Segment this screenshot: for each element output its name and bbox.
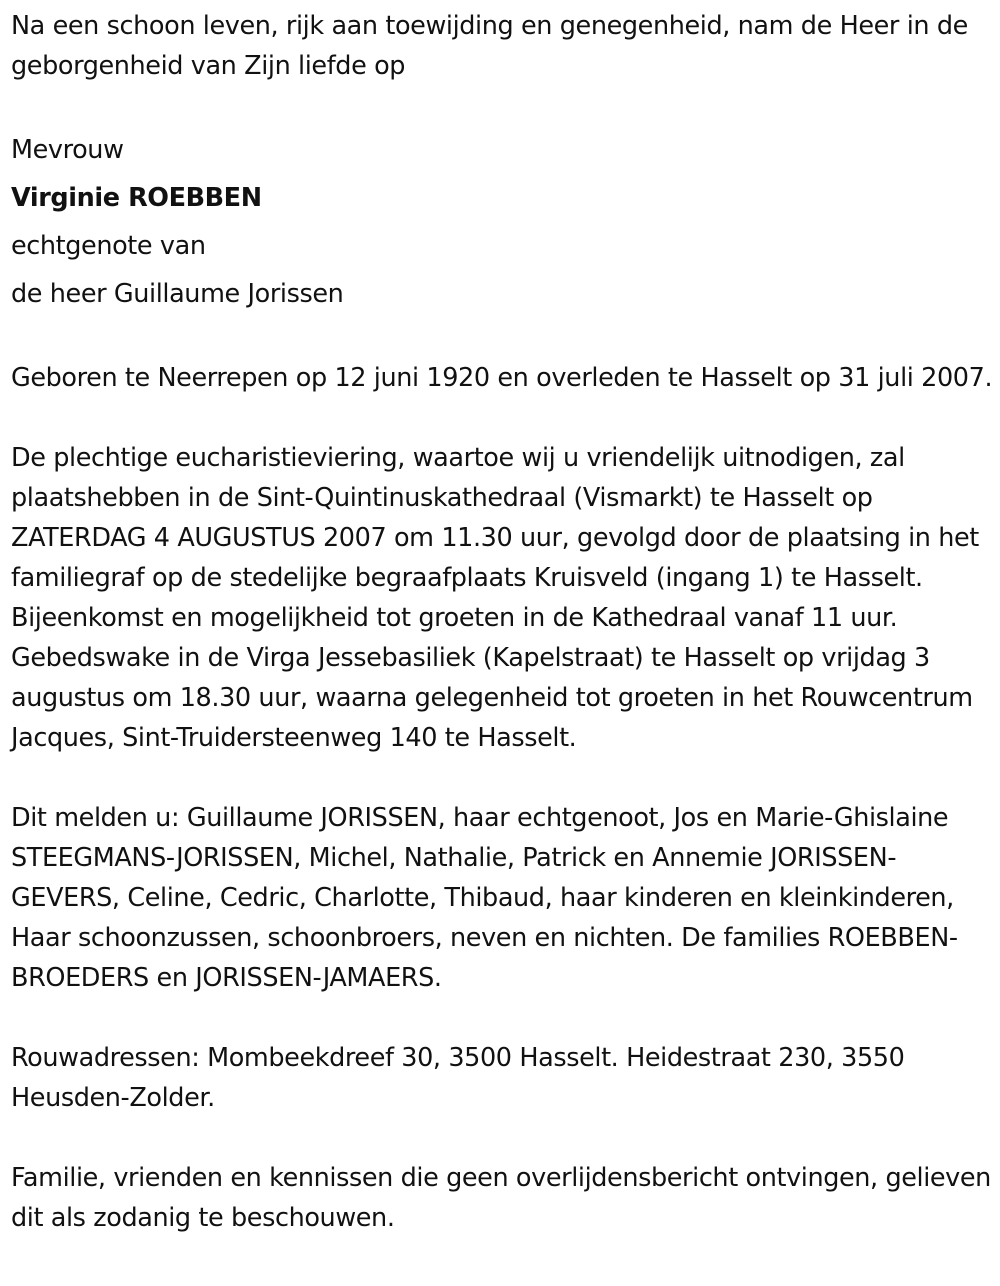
addresses-paragraph: Rouwadressen: Mombeekdreef 30, 3500 Hasselt. Heidestraat 230, 3550 Heusden-Zolder. [11, 1043, 905, 1113]
deceased-name: Virginie ROEBBEN [11, 183, 262, 213]
ceremony-paragraph: De plechtige eucharistieviering, waartoe wij u vriendelijk uitnodigen, zal plaatshebben in de Sint-Quintinuskathedraal (Vismarkt) te Hasselt op ZATERDAG 4 AUGUSTUS 2007 om 11.30 uur, gevolgd door de plaatsing in het familiegraf op de stedelijke begraafplaats Kruisveld (ingang 1) te Hasselt. Bijeenkomst en mogelijkheid tot groeten in de Kathedraal vanaf 11 uur. Gebedswake in de Virga Jessebasiliek (Kapelstraat) te Hasselt op vrijdag 3 augustus om 18.30 uur, waarna gelegenheid tot groeten in het Rouwcentrum Jacques, Sint-Truidersteenweg 140 te Hasselt. [11, 443, 979, 753]
spacer [11, 398, 996, 438]
closing-paragraph: Familie, vrienden en kennissen die geen overlijdensbericht ontvingen, gelieven dit als zodanig te beschouwen. [11, 1163, 991, 1233]
intro-paragraph: Na een schoon leven, rijk aan toewijding en genegenheid, nam de Heer in de geborgenheid van Zijn liefde op [11, 11, 968, 81]
announced-by-paragraph: Dit melden u: Guillaume JORISSEN, haar echtgenoot, Jos en Marie-Ghislaine STEEGMANS-JORISSEN, Michel, Nathalie, Patrick en Annemie JORISSEN-GEVERS, Celine, Cedric, Charlotte, Thibaud, haar kinderen en kleinkinderen, Haar schoonzussen, schoonbroers, neven en nichten. De families ROEBBEN-BROEDERS en JORISSEN-JAMAERS. [11, 803, 958, 993]
salutation: Mevrouw [11, 135, 124, 165]
spacer [11, 318, 996, 358]
spacer [11, 758, 996, 798]
spacer [11, 998, 996, 1038]
birth-death-paragraph: Geboren te Neerrepen op 12 juni 1920 en overleden te Hasselt op 31 juli 2007. [11, 363, 993, 393]
obituary-notice [11, 6, 996, 1238]
spacer [11, 1118, 996, 1158]
spacer [11, 86, 996, 126]
spouse-line: de heer Guillaume Jorissen [11, 279, 344, 309]
relation-line: echtgenote van [11, 231, 206, 261]
